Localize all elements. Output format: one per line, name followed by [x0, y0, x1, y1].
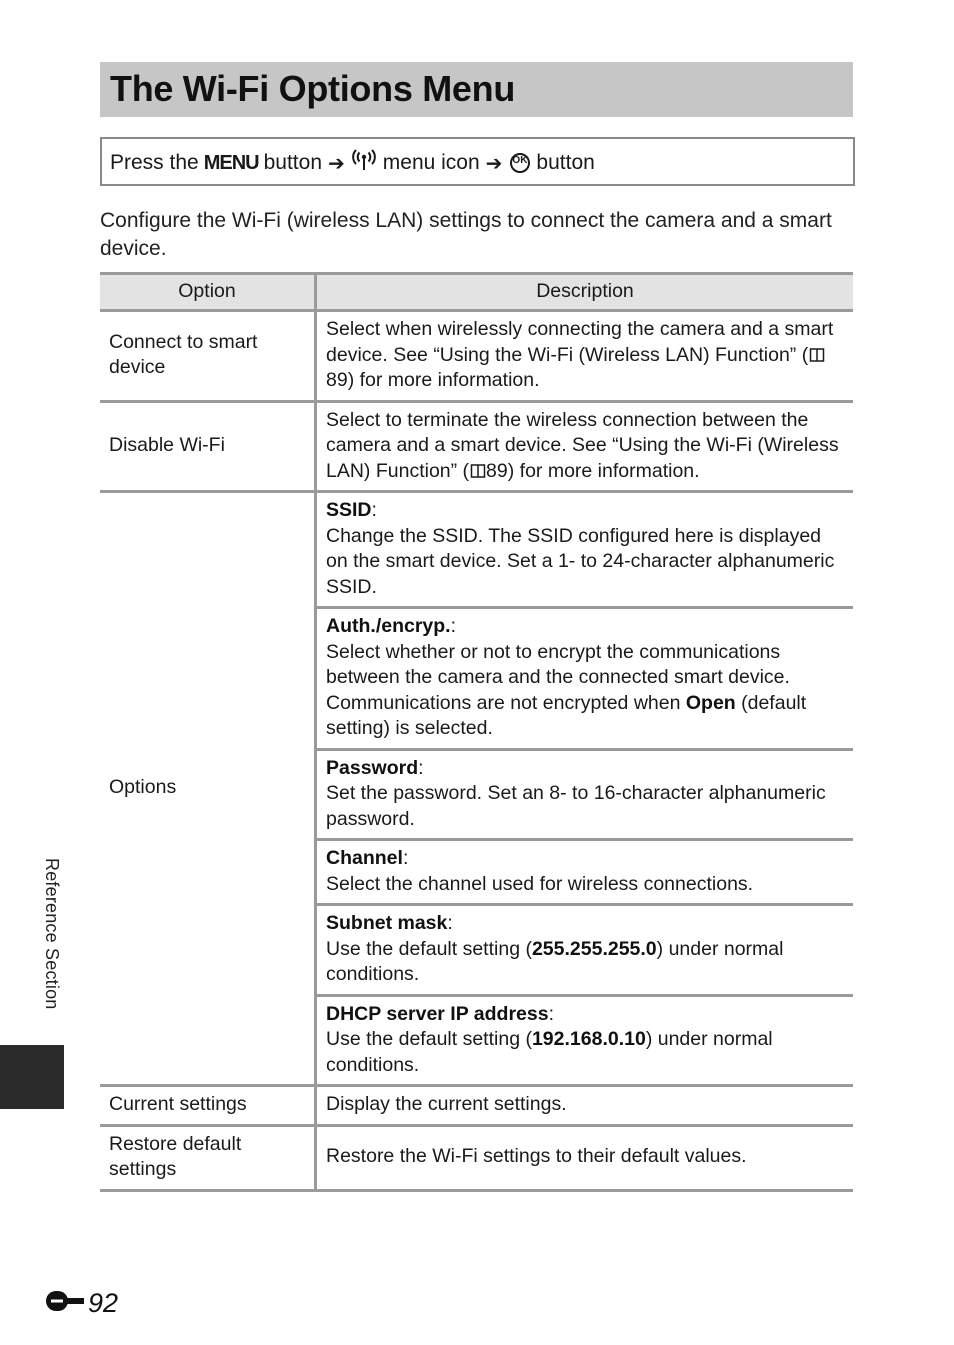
menu-button-icon: MENU [203, 151, 259, 174]
nav-press-text: Press the [110, 151, 199, 174]
subnet-bold: 255.255.255.0 [531, 937, 657, 960]
option-current-settings: Current settings [100, 1086, 316, 1126]
desc-text: ) for more information. [347, 369, 540, 391]
subnet-text-a: Use the default setting ( [326, 937, 532, 960]
table-row [100, 1086, 853, 1126]
colon: : [447, 912, 453, 934]
navigation-path [110, 149, 595, 177]
auth-bold: Open [685, 691, 736, 714]
dhcp-label: DHCP server IP address [326, 1002, 549, 1025]
auth-text-a: Select whether or not to encrypt the communications between the camera and the connected smart device. Communications are not encrypted when [326, 640, 790, 714]
description-subnet [316, 905, 854, 996]
option-restore-default-settings: Restore default settings [100, 1125, 316, 1190]
page-number [46, 1288, 118, 1319]
page-number-value: 92 [88, 1288, 119, 1318]
ok-button-icon: OK [510, 153, 530, 173]
colon: : [371, 499, 377, 521]
option-connect-to-smart-device: Connect to smart device [100, 311, 316, 402]
nav-menu-icon-text: menu icon [382, 151, 480, 174]
description-password [316, 749, 854, 840]
table-row [100, 401, 853, 492]
table-row [100, 311, 853, 402]
colon: : [418, 756, 424, 779]
description-disable [316, 401, 854, 492]
table-row [100, 492, 853, 608]
colon: : [450, 615, 457, 637]
header-description: Description [316, 274, 854, 311]
description-dhcp [316, 995, 854, 1086]
intro-paragraph: Configure the Wi-Fi (wireless LAN) settings to connect the camera and a smart device. [100, 209, 832, 260]
description-channel [316, 840, 854, 905]
dhcp-text-b: ) under normal conditions. [326, 1028, 773, 1076]
page-title: The Wi-Fi Options Menu [110, 68, 516, 109]
description-current: Display the current settings. [316, 1086, 854, 1126]
options-table [100, 272, 853, 1192]
side-section-label: Reference Section [42, 858, 62, 1010]
side-section-tab [0, 1045, 64, 1109]
arrow-right-icon: ➔ [328, 152, 345, 175]
auth-text-b: (default setting) is selected. [326, 691, 807, 739]
option-options: Options [100, 492, 316, 1086]
auth-label: Auth./encryp. [326, 615, 451, 637]
arrow-right-icon: ➔ [485, 152, 503, 175]
option-disable-wifi: Disable Wi-Fi [100, 401, 316, 492]
desc-text: ) for more information. [507, 459, 700, 482]
password-text: Set the password. Set an 8- to 16-character alphanumeric password. [326, 782, 826, 830]
ssid-label: SSID [326, 499, 372, 521]
desc-text: Select to terminate the wireless connection between the camera and a smart device. See “Using the Wi-Fi (Wireless LAN) Function” ( [326, 408, 839, 482]
reference-section-icon [46, 1289, 86, 1318]
table-row [100, 1125, 853, 1190]
desc-ref: 89 [486, 459, 508, 482]
book-reference-icon [809, 345, 825, 361]
navigation-path-box [100, 137, 855, 186]
wifi-menu-icon [351, 149, 377, 177]
desc-text: Select when wirelessly connecting the camera and a smart device. See “Using the Wi-Fi (Wireless LAN) Function” ( [326, 318, 834, 366]
nav-button-text: button [263, 151, 322, 174]
password-label: Password [326, 756, 419, 779]
channel-label: Channel [326, 847, 403, 869]
channel-text: Select the channel used for wireless connections. [326, 872, 754, 895]
description-ssid [316, 492, 854, 608]
title-bar [100, 62, 853, 117]
subnet-label: Subnet mask [326, 912, 448, 934]
book-reference-icon [470, 461, 486, 477]
nav-button-text-2: button [536, 151, 595, 174]
subnet-text-b: ) under normal conditions. [326, 937, 784, 985]
colon: : [548, 1002, 554, 1025]
description-auth [316, 608, 854, 750]
colon: : [402, 847, 409, 869]
header-option: Option [100, 274, 316, 311]
table-header-row [100, 274, 853, 311]
ssid-text: Change the SSID. The SSID configured here is displayed on the smart device. Set a 1- to 24-character alphanumeric SSID. [326, 524, 835, 598]
description-restore: Restore the Wi-Fi settings to their default values. [316, 1125, 854, 1190]
desc-ref: 89 [326, 369, 348, 391]
description-connect [316, 311, 854, 402]
dhcp-text-a: Use the default setting ( [326, 1028, 532, 1050]
dhcp-bold: 192.168.0.10 [531, 1028, 646, 1050]
